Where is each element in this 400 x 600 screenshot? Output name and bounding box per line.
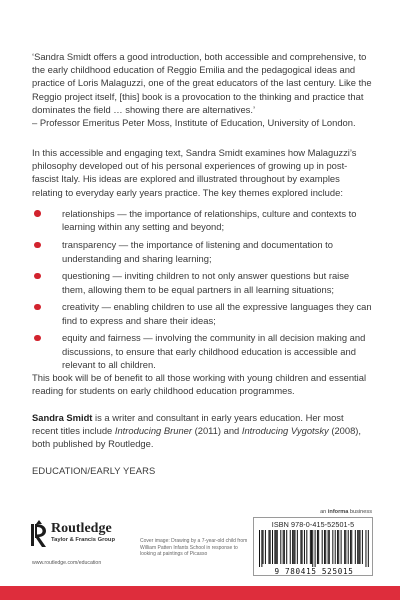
barcode-bar	[265, 530, 266, 564]
list-item	[32, 269, 372, 296]
bullet-icon	[34, 304, 41, 311]
isbn-label: ISBN 978-0-415-52501-5	[271, 520, 355, 529]
barcode-bar	[365, 530, 366, 567]
barcode-bar	[306, 530, 307, 564]
barcode-bar	[325, 530, 326, 564]
publisher-group: Taylor & Francis Group	[51, 537, 115, 543]
list-item-text: transparency — the importance of listening and documentation to understanding and sharing learning;	[62, 239, 333, 264]
barcode-bar	[276, 530, 277, 564]
bullet-icon	[34, 335, 41, 342]
informa-brand: informa	[327, 509, 349, 515]
book-title: Introducing Vygotsky	[241, 425, 329, 437]
barcode-bar	[261, 530, 262, 567]
barcode-bar	[358, 530, 359, 564]
informa-business-tag	[320, 509, 372, 515]
barcode-bar	[293, 530, 294, 564]
review-quote-text: ‘Sandra Smidt offers a good introduction, both accessible and comprehensive, to the early childhood education of Reggio Emilia and the pedagogical ideas and practice of Loris Malaguzzi, one of the great educators of the last century. Like the Reggio project itself, [this] book is a provocation to the thinking and practice that dominates the field … showing there are alternatives.’	[32, 51, 372, 115]
subject-category: EDUCATION/EARLY YEARS	[32, 465, 156, 476]
barcode-bar	[360, 530, 361, 564]
footer-color-band	[0, 586, 400, 600]
barcode-bar	[345, 530, 346, 564]
barcode-bar	[338, 530, 339, 564]
barcode-bar	[332, 530, 333, 564]
barcode-bar	[294, 530, 295, 564]
review-attribution: – Professor Emeritus Peter Moss, Institute of Education, University of London.	[32, 117, 356, 129]
barcode-bar	[350, 530, 351, 564]
barcode-bar	[368, 530, 369, 567]
isbn-barcode	[253, 517, 373, 576]
list-item	[32, 238, 372, 265]
list-item	[32, 300, 372, 327]
barcode-icon	[259, 530, 369, 567]
book-year: (2011) and	[192, 425, 242, 437]
barcode-bar	[329, 530, 330, 564]
list-item-text: questioning — inviting children to not only answer questions but raise them, allowing them to be equal partners in all learning situations;	[62, 270, 350, 295]
barcode-bar	[315, 530, 316, 567]
benefit-paragraph: This book will be of benefit to all those working with young children and essential reading for students on early childhood education programmes.	[32, 372, 367, 397]
barcode-bar	[259, 530, 260, 567]
author-bio-text: is a writer and consultant in early years education. Her most recent titles include	[32, 412, 344, 437]
barcode-bar	[335, 530, 336, 564]
barcode-bar	[328, 530, 329, 564]
list-item-text: creativity — enabling children to use all the expressive languages they can find to express and share their ideas;	[62, 301, 372, 326]
barcode-bar	[292, 530, 293, 564]
barcode-bar	[277, 530, 278, 564]
barcode-bar	[304, 530, 305, 564]
barcode-bar	[357, 530, 358, 564]
barcode-digits: 9 780415 525015	[274, 567, 354, 576]
bullet-icon	[34, 242, 41, 249]
book-year: (2008), both published by Routledge.	[32, 425, 362, 450]
barcode-bar	[341, 530, 342, 564]
publisher-url[interactable]: www.routledge.com/education	[32, 560, 102, 566]
cover-image-caption: Cover image: Drawing by a 7-year-old child from William Patten Infants School in response to looking at paintings of Picasso	[140, 538, 248, 558]
barcode-bar	[312, 530, 313, 567]
barcode-bar	[290, 530, 291, 564]
barcode-bar	[324, 530, 325, 564]
bullet-icon	[34, 273, 41, 280]
barcode-bar	[300, 530, 301, 564]
publisher-name: Routledge	[51, 521, 112, 536]
barcode-bar	[302, 530, 303, 564]
bullet-icon	[34, 210, 41, 217]
barcode-bar	[268, 530, 269, 564]
list-item-text: equity and fairness — involving the community in all decision making and discussions, to ensure that early childhood education is accessible and relevant to all children.	[62, 332, 366, 371]
barcode-bar	[311, 530, 312, 564]
book-title: Introducing Bruner	[114, 425, 192, 437]
barcode-bar	[337, 530, 338, 564]
barcode-bar	[274, 530, 275, 564]
barcode-bar	[322, 530, 323, 564]
barcode-bar	[348, 530, 349, 564]
author-bio	[32, 411, 372, 451]
author-name: Sandra Smidt	[32, 412, 93, 423]
barcode-bar	[355, 530, 356, 564]
barcode-bar	[284, 530, 285, 564]
barcode-bar	[318, 530, 319, 564]
barcode-bar	[272, 530, 273, 564]
list-item-text: relationships — the importance of relationships, culture and contexts to learning within any setting and beyond;	[62, 208, 357, 233]
barcode-bar	[344, 530, 345, 564]
barcode-bar	[283, 530, 284, 564]
informa-suffix: business	[348, 509, 372, 515]
routledge-logo-icon	[30, 520, 48, 550]
key-themes-list	[32, 207, 372, 376]
intro-paragraph: In this accessible and engaging text, Sandra Smidt examines how Malaguzzi’s philosophy developed out of his personal experiences of growing up in post-fascist Italy. His ideas are explored and illustrated throughout by examples relating to everyday early years practice. The key themes explored include:	[32, 147, 357, 198]
barcode-bar	[310, 530, 311, 564]
barcode-bar	[270, 530, 271, 564]
informa-prefix: an	[320, 509, 328, 515]
barcode-bar	[286, 530, 287, 564]
list-item	[32, 207, 372, 234]
barcode-bar	[263, 530, 264, 564]
barcode-bar	[317, 530, 318, 564]
barcode-bar	[280, 530, 281, 564]
review-quote	[32, 50, 372, 129]
barcode-bar	[297, 530, 298, 564]
barcode-bar	[362, 530, 363, 564]
barcode-bar	[351, 530, 352, 564]
list-item	[32, 331, 372, 371]
